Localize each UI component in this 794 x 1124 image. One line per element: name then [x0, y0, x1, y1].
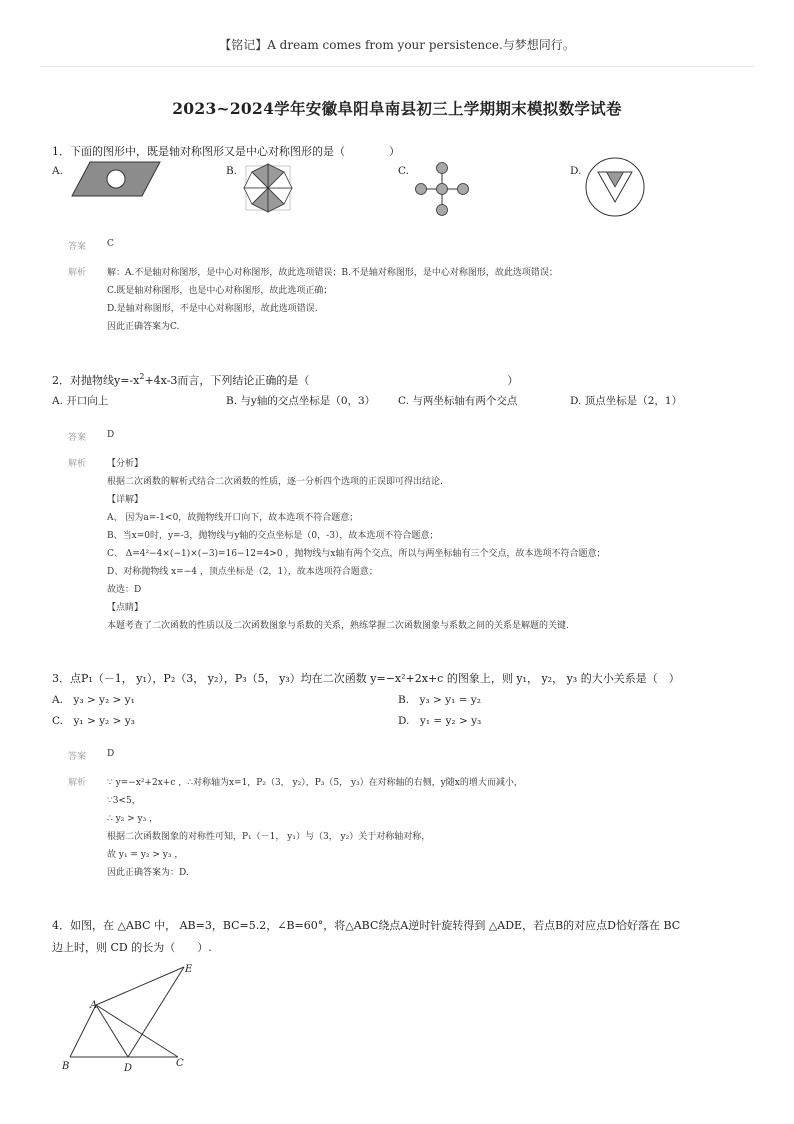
page-header-motto: 【铭记】A dream comes from your persistence.与梦想同行。 [219, 38, 575, 52]
q3-option-c: C. y₁ > y₂ > y₃ [52, 715, 135, 727]
q3-answer-label: 答案 [68, 752, 87, 762]
q2-solution-line: C、 Δ=4²−4×(−1)×(−3)=16−12=4>0 ，抛物线与x轴有两个交点，所以与两坐标轴有三个交点，故本选项不符合题意； [107, 549, 606, 559]
q3-option-a: A. y₃ > y₂ > y₁ [52, 694, 135, 706]
point-label-a: A [90, 1000, 98, 1011]
q1-option-d-label: D. [570, 165, 582, 177]
q2-solution-line: B、当x=0时，y=-3，抛物线与y轴的交点坐标是（0，-3），故本选项不符合题意； [107, 531, 439, 541]
q1-solution-line: C.既是轴对称图形，也是中心对称图形，故此选项正确； [107, 286, 333, 296]
q1-figure-c-circles-cross [412, 160, 472, 220]
question-3-stem: 3．点P₁（－1， y₁），P₂（3， y₂），P₃（5， y₃）均在二次函数 y=−x²+2x+c 的图象上，则 y₁， y₂， y₃ 的大小关系是（ ） [52, 672, 680, 685]
q2-analysis-label: 解析 [68, 459, 87, 469]
question-4-stem-line1: 4．如图，在 △ABC 中， AB=3，BC=5.2，∠B=60°，将△ABC绕点A逆时针旋转得到 △ADE，若点B的对应点D恰好落在 BC [52, 919, 681, 932]
q2-option-b: B. 与y轴的交点坐标是（0，3） [226, 395, 376, 407]
q4-triangle-figure [56, 960, 206, 1080]
segment-ac [96, 1005, 178, 1057]
q3-analysis-label: 解析 [68, 778, 87, 788]
q3-answer-value: D [107, 749, 115, 759]
segment-ab [70, 1005, 96, 1057]
q2-solution-line: 【分析】 [107, 459, 144, 469]
q1-analysis-label: 解析 [68, 268, 87, 278]
point-label-e: E [185, 964, 193, 975]
q1-option-a-label: A. [52, 165, 63, 177]
q1-option-b-label: B. [226, 165, 238, 177]
point-label-c: C [176, 1058, 184, 1069]
question-4-stem-line2: 边上时，则 CD 的长为（ ）. [52, 941, 212, 954]
q1-answer-value: C [107, 239, 114, 249]
header-divider [40, 66, 754, 67]
q3-solution-line: ∵ y=−x²+2x+c ，∴对称轴为x=1，P₂（3， y₂），P₃（5， y₃）在对称轴的右侧，y随x的增大而减小， [107, 778, 523, 788]
question-2-stem [52, 372, 518, 388]
q2-solution-line: 本题考查了二次函数的性质以及二次函数图象与系数的关系，熟练掌握二次函数图象与系数之间的关系是解题的关键. [107, 621, 569, 631]
segment-ad [96, 1005, 128, 1057]
q1-solution-line: 因此正确答案为C. [107, 322, 180, 332]
q2-solution-line: 【详解】 [107, 495, 144, 505]
q2-stem-suffix: +4x-3而言，下列结论正确的是（ ） [144, 374, 519, 387]
q2-answer-value: D [107, 430, 115, 440]
q1-option-c-label: C. [398, 165, 409, 177]
q2-option-c: C. 与两坐标轴有两个交点 [398, 395, 518, 407]
q3-option-d: D. y₁ = y₂ > y₃ [398, 715, 482, 727]
q1-answer-label: 答案 [68, 242, 87, 252]
q2-solution-line: D、对称抛物线 x=−4 ，顶点坐标是（2，1），故本选项符合题意； [107, 567, 378, 577]
segment-ae [96, 967, 184, 1005]
q3-option-b: B. y₃ > y₁ = y₂ [398, 694, 481, 706]
q3-solution-line: ∴ y₂ > y₃ ， [107, 814, 159, 824]
point-label-d: D [124, 1063, 133, 1074]
q3-solution-line: 根据二次函数图象的对称性可知，P₁（－1， y₁）与（3， y₂）关于对称轴对称， [107, 832, 431, 842]
q2-solution-line: 根据二次函数的解析式结合二次函数的性质，逐一分析四个选项的正误即可得出结论. [107, 477, 443, 487]
q2-option-a: A. 开口向上 [52, 395, 109, 407]
q2-stem-superscript: 2 [139, 372, 145, 381]
q2-answer-label: 答案 [68, 433, 87, 443]
q2-solution-line: 【点睛】 [107, 603, 144, 613]
q3-solution-line: 因此正确答案为：D. [107, 868, 189, 878]
q3-solution-line: 故 y₁ = y₂ > y₃ ， [107, 850, 184, 860]
q1-figure-a-parallelogram [72, 160, 162, 200]
q3-solution-line: ∵3<5， [107, 796, 141, 806]
point-label-b: B [62, 1061, 70, 1072]
q2-solution-line: A、 因为a=-1<0，故抛物线开口向下，故本选项不符合题意； [107, 513, 359, 523]
q2-option-d: D. 顶点坐标是（2，1） [570, 395, 683, 407]
q2-stem-prefix: 2．对抛物线y=-x [52, 374, 140, 387]
q2-solution-line: 故选：D [107, 585, 142, 595]
exam-title: 2023~2024学年安徽阜阳阜南县初三上学期期末模拟数学试卷 [172, 99, 622, 118]
q1-solution-line: D.是轴对称图形，不是中心对称图形，故此选项错误. [107, 304, 318, 314]
q1-figure-d-circle-triangle [584, 156, 648, 220]
q1-solution-line: 解：A.不是轴对称图形，是中心对称图形，故此选项错误；B.不是轴对称图形，是中心对称图形，故此选项错误； [107, 268, 558, 278]
q1-figure-b-pinwheel [238, 158, 300, 220]
question-1-stem: 1．下面的图形中，既是轴对称图形又是中心对称图形的是（ ） [52, 145, 400, 158]
